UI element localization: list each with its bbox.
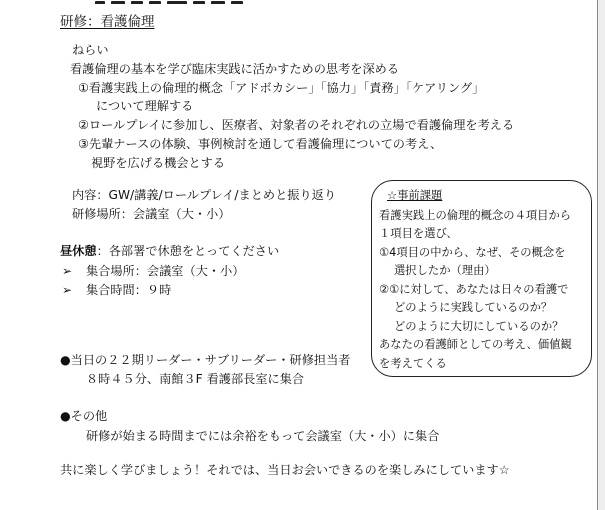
lunch-item-place: 集合場所：会議室（大・小） xyxy=(86,264,245,278)
training-content: 内容：GW/講義/ロールプレイ/まとめと振り返り xyxy=(72,188,337,202)
other-title: ●その他 xyxy=(60,409,108,423)
aim-item-3: ③先輩ナースの体験、事例検討を通して看護倫理についての考え、 xyxy=(78,137,443,151)
aim-item-1-cont: について理解する xyxy=(96,99,194,113)
other-text: 研修が始まる時間までには余裕をもって会議室（大・小）に集合 xyxy=(86,429,440,443)
closing-text: 共に楽しく学びましょう！それでは、当日お会いできるのを楽しみにしています☆ xyxy=(60,463,510,477)
assignment-line: どのように大切にしているのか？ xyxy=(394,320,564,333)
lunch-title: 昼休憩 xyxy=(60,244,97,258)
training-venue: 研修場所：会議室（大・小） xyxy=(72,207,231,221)
assignment-line: を考えてくる xyxy=(379,357,447,370)
cropped-heading-remnant xyxy=(95,0,275,4)
arrow-bullet-icon: ➢ xyxy=(62,283,73,297)
assignment-box xyxy=(371,180,592,377)
assignment-line: １項目を選び、 xyxy=(379,227,458,240)
assignment-line: どのように実践しているのか？ xyxy=(394,301,553,314)
assignment-line: 選択したか（理由） xyxy=(394,264,496,277)
lunch-line xyxy=(60,243,279,259)
page-edge xyxy=(597,0,605,510)
lunch-text: ：各部署で休憩をとってください xyxy=(96,244,280,258)
aim-item-1: ①看護実践上の倫理的概念「アドボカシー」「協力」「責務」「ケアリング」 xyxy=(78,81,485,95)
aim-item-3-cont: 視野を広げる機会とする xyxy=(91,156,226,170)
assignment-line: ①4項目の中から、なぜ、その概念を xyxy=(379,246,566,259)
leaders-line-2: ８時４５分、南館３F 看護部長室に集合 xyxy=(86,372,305,386)
assignment-line: ②①に対して、あなたは日々の看護で xyxy=(379,283,569,296)
training-title: 研修：看護倫理 xyxy=(60,14,155,30)
aim-main: 看護倫理の基本を学び臨床実践に活かすための思考を深める xyxy=(70,62,400,76)
arrow-bullet-icon: ➢ xyxy=(62,264,73,278)
lunch-item-time: 集合時間：９時 xyxy=(86,283,172,297)
aim-item-2: ②ロールプレイに参加し、医療者、対象者のそれぞれの立場で看護倫理を考える xyxy=(78,118,515,132)
aim-label: ねらい xyxy=(72,43,109,57)
assignment-line: あなたの看護師としての考え、価値観 xyxy=(379,338,572,351)
assignment-title: ☆事前課題 xyxy=(387,189,443,202)
leaders-line-1: ●当日の２２期リーダー・サブリーダー・研修担当者 xyxy=(60,353,351,367)
assignment-line: 看護実践上の倫理的概念の４項目から xyxy=(379,209,572,222)
